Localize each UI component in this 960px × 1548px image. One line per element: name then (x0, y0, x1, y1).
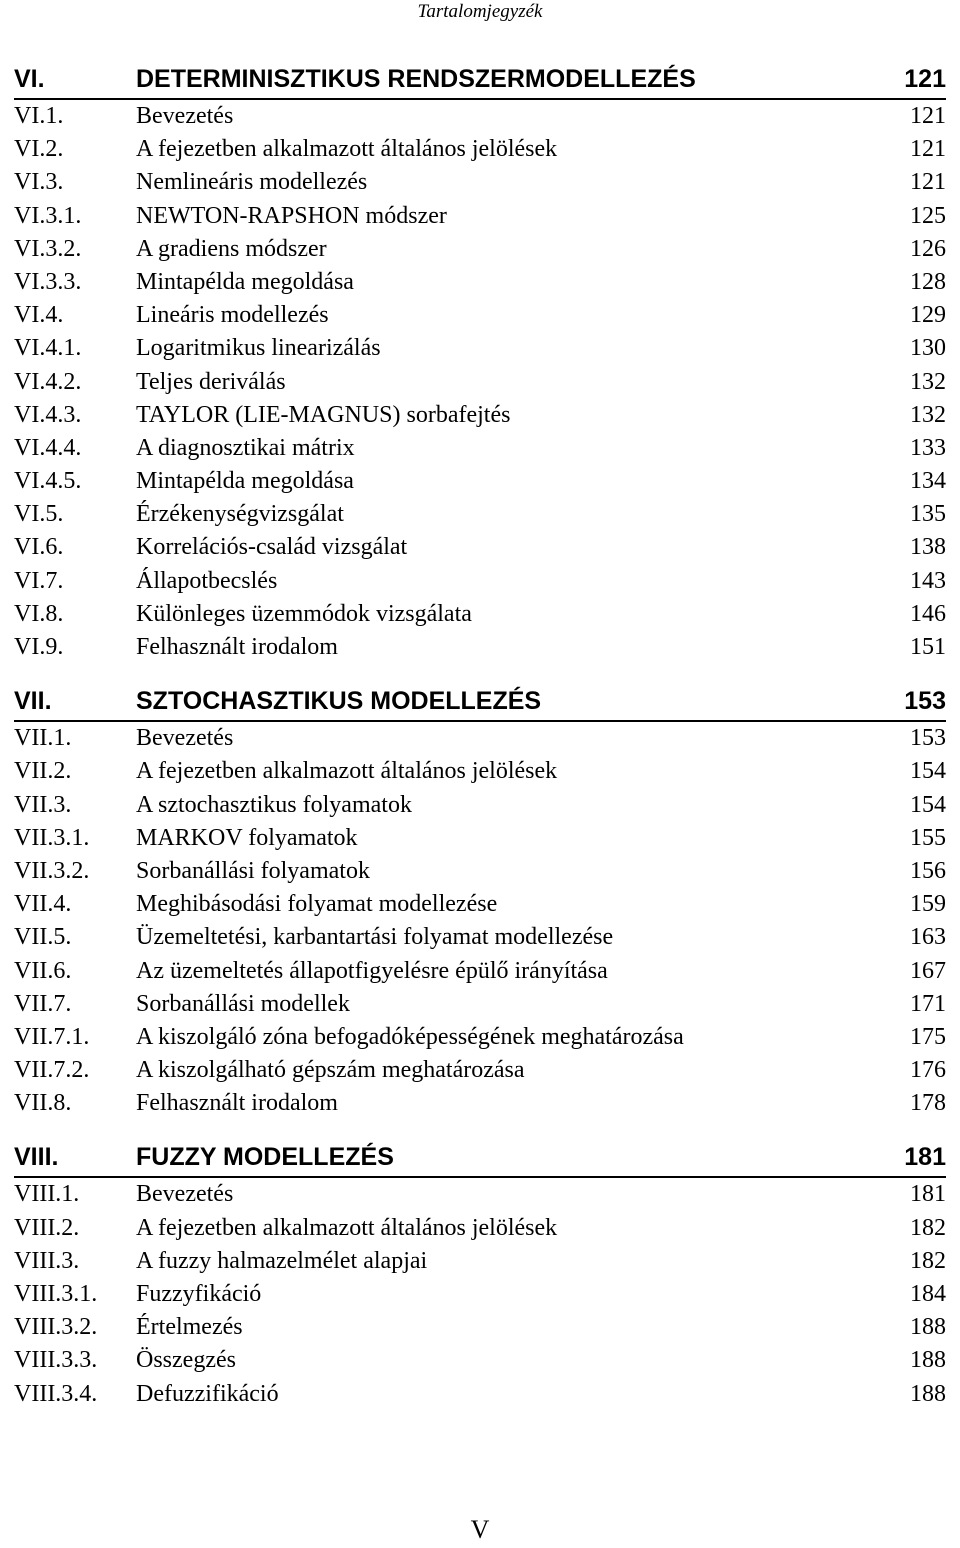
entry-number: VIII.3.4. (14, 1380, 98, 1407)
entry-title: A sztochasztikus folyamatok (136, 791, 412, 818)
entry-page: 182 (910, 1214, 946, 1241)
toc-entry[interactable] (14, 1344, 946, 1377)
entry-title: A fejezetben alkalmazott általános jelölések (136, 136, 558, 163)
entry-page: 143 (910, 567, 946, 594)
entry-number: VII.4. (14, 891, 72, 918)
entry-title: Mintapélda megoldása (136, 468, 354, 495)
toc-entry[interactable] (14, 1054, 946, 1087)
entry-page: 132 (910, 401, 946, 428)
entry-number: VI.9. (14, 634, 64, 660)
toc-entry[interactable] (14, 1245, 946, 1278)
toc-entry[interactable] (14, 755, 946, 788)
entry-title: Értelmezés (136, 1314, 243, 1341)
entry-title: Bevezetés (136, 103, 234, 129)
chapter-heading[interactable] (14, 1138, 946, 1178)
entry-page: 153 (910, 725, 946, 752)
chapter-title: FUZZY MODELLEZÉS (136, 1143, 394, 1172)
toc-entry[interactable] (14, 100, 946, 133)
entry-number: VII.8. (14, 1090, 72, 1117)
entry-page: 130 (910, 335, 946, 362)
entry-title: Sorbanállási folyamatok (136, 857, 370, 884)
entry-page: 175 (910, 1023, 946, 1050)
entry-title: Meghibásodási folyamat modellezése (136, 891, 498, 918)
toc-entry[interactable] (14, 888, 946, 921)
entry-title: Lineáris modellezés (136, 302, 329, 329)
entry-page: 159 (910, 891, 946, 918)
entry-number: VI.4.1. (14, 335, 82, 362)
entry-title: Érzékenységvizsgálat (136, 501, 344, 528)
entry-number: VII.7.2. (14, 1057, 90, 1084)
entry-title: Az üzemeltetés állapotfigyelésre épülő irányítása (136, 957, 608, 984)
entry-title: Üzemeltetési, karbantartási folyamat modellezése (136, 924, 614, 951)
entry-number: VI.6. (14, 534, 64, 561)
chapter-heading[interactable] (14, 60, 946, 100)
entry-page: 188 (910, 1347, 946, 1374)
entry-page: 132 (910, 368, 946, 395)
entry-number: VII.7. (14, 990, 72, 1017)
chapter-number: VI. (14, 65, 45, 93)
chapter-title: DETERMINISZTIKUS RENDSZERMODELLEZÉS (136, 65, 696, 93)
chapter-title: SZTOCHASZTIKUS MODELLEZÉS (136, 687, 542, 716)
entry-number: VI.3.1. (14, 202, 82, 229)
entry-number: VI.4.2. (14, 368, 82, 395)
toc-entry[interactable] (14, 1021, 946, 1054)
entry-number: VI.4.4. (14, 434, 82, 461)
entry-page: 154 (910, 758, 946, 785)
entry-page: 128 (910, 268, 946, 295)
entry-title: A fuzzy halmazelmélet alapjai (136, 1247, 428, 1274)
entry-page: 154 (910, 791, 946, 818)
entry-page: 188 (910, 1314, 946, 1341)
toc-entry[interactable] (14, 432, 946, 465)
entry-title: A kiszolgáló zóna befogadóképességének meghatározása (136, 1023, 684, 1050)
entry-number: VII.1. (14, 725, 72, 752)
entry-number: VII.6. (14, 957, 72, 984)
toc-entry[interactable] (14, 266, 946, 299)
entry-number: VIII.3.1. (14, 1281, 98, 1307)
entry-page: 155 (910, 824, 946, 851)
toc-entry[interactable] (14, 955, 946, 988)
entry-number: VIII.3.2. (14, 1314, 98, 1341)
entry-page: 138 (910, 534, 946, 561)
chapter-number: VII. (14, 687, 52, 716)
entry-title: Sorbanállási modellek (136, 990, 350, 1017)
toc-entry[interactable] (14, 722, 946, 755)
toc-entry[interactable] (14, 565, 946, 598)
entry-title: Defuzzifikáció (136, 1380, 279, 1407)
toc-section (14, 682, 946, 1120)
entry-title: A fejezetben alkalmazott általános jelölések (136, 758, 558, 785)
toc-entry[interactable] (14, 1311, 946, 1344)
toc-entry[interactable] (14, 921, 946, 954)
toc-entry[interactable] (14, 399, 946, 432)
entry-page: 126 (910, 235, 946, 262)
entry-number: VII.3. (14, 791, 72, 818)
entry-page: 129 (910, 302, 946, 329)
toc-entry[interactable] (14, 332, 946, 365)
entry-page: 156 (910, 857, 946, 884)
entry-page: 134 (910, 468, 946, 495)
entry-number: VI.3. (14, 169, 64, 196)
entry-number: VI.8. (14, 600, 64, 627)
entry-number: VII.3.2. (14, 857, 90, 884)
entry-title: TAYLOR (LIE-MAGNUS) sorbafejtés (136, 401, 511, 428)
entry-title: NEWTON-RAPSHON módszer (136, 202, 447, 229)
entry-page: 163 (910, 924, 946, 951)
entry-title: A fejezetben alkalmazott általános jelölések (136, 1214, 558, 1241)
entry-number: VI.4.5. (14, 468, 82, 495)
toc-entry[interactable] (14, 1278, 946, 1311)
entry-number: VII.7.1. (14, 1023, 90, 1050)
entry-page: 133 (910, 434, 946, 461)
chapter-page: 153 (904, 687, 946, 716)
entry-page: 146 (910, 600, 946, 627)
toc-entry[interactable] (14, 789, 946, 822)
entry-page: 135 (910, 501, 946, 528)
toc-entry[interactable] (14, 299, 946, 332)
toc-entry[interactable] (14, 531, 946, 564)
entry-title: A gradiens módszer (136, 235, 327, 262)
entry-number: VII.2. (14, 758, 72, 785)
entry-page: 184 (910, 1281, 946, 1307)
entry-title: Felhasznált irodalom (136, 634, 338, 660)
entry-title: Bevezetés (136, 1181, 234, 1208)
entry-page: 125 (910, 202, 946, 229)
toc-entry[interactable] (14, 1378, 946, 1411)
chapter-heading[interactable] (14, 682, 946, 722)
entry-title: A kiszolgálható gépszám meghatározása (136, 1057, 525, 1084)
entry-title: Felhasznált irodalom (136, 1090, 338, 1117)
toc-entry[interactable] (14, 1212, 946, 1245)
entry-page: 121 (910, 103, 946, 129)
entry-title: A diagnosztikai mátrix (136, 434, 355, 461)
toc-entry[interactable] (14, 1178, 946, 1211)
toc-entry[interactable] (14, 465, 946, 498)
chapter-number: VIII. (14, 1143, 59, 1172)
entry-page: 182 (910, 1247, 946, 1274)
entry-number: VI.1. (14, 103, 64, 129)
chapter-page: 181 (904, 1143, 946, 1172)
entry-number: VIII.1. (14, 1181, 80, 1208)
entry-title: Logaritmikus linearizálás (136, 335, 381, 362)
entry-number: VI.5. (14, 501, 64, 528)
toc-entry[interactable] (14, 631, 946, 664)
chapter-page: 121 (904, 65, 946, 93)
entry-title: Bevezetés (136, 725, 234, 752)
entry-page: 178 (910, 1090, 946, 1117)
entry-number: VII.5. (14, 924, 72, 951)
toc-section (14, 60, 946, 664)
entry-number: VI.4. (14, 302, 64, 329)
toc-entry[interactable] (14, 822, 946, 855)
entry-title: Állapotbecslés (136, 567, 278, 594)
toc-entry[interactable] (14, 498, 946, 531)
entry-page: 188 (910, 1380, 946, 1407)
entry-title: Teljes deriválás (136, 368, 286, 395)
entry-title: Különleges üzemmódok vizsgálata (136, 600, 472, 627)
toc-entry[interactable] (14, 855, 946, 888)
toc-entry[interactable] (14, 200, 946, 233)
entry-page: 121 (910, 169, 946, 196)
entry-number: VII.3.1. (14, 824, 90, 851)
entry-title: MARKOV folyamatok (136, 824, 358, 851)
toc-entry[interactable] (14, 598, 946, 631)
page-number: V (470, 1515, 490, 1544)
entry-title: Fuzzyfikáció (136, 1281, 262, 1307)
entry-number: VIII.3. (14, 1247, 80, 1274)
entry-number: VIII.3.3. (14, 1347, 98, 1374)
entry-number: VI.4.3. (14, 401, 82, 428)
toc-entry[interactable] (14, 988, 946, 1021)
entry-page: 176 (910, 1057, 946, 1084)
entry-title: Nemlineáris modellezés (136, 169, 368, 196)
entry-title: Mintapélda megoldása (136, 268, 354, 295)
toc-entry[interactable] (14, 133, 946, 166)
toc-entry[interactable] (14, 1087, 946, 1120)
entry-title: Korrelációs-család vizsgálat (136, 534, 408, 561)
entry-page: 121 (910, 136, 946, 163)
entry-number: VI.7. (14, 567, 64, 594)
entry-page: 171 (910, 990, 946, 1017)
table-of-contents (14, 60, 946, 1429)
entry-title: Összegzés (136, 1347, 236, 1374)
entry-page: 167 (910, 957, 946, 984)
running-header: Tartalomjegyzék (417, 1, 543, 22)
toc-entry[interactable] (14, 233, 946, 266)
entry-number: VI.2. (14, 136, 64, 163)
toc-section (14, 1138, 946, 1410)
entry-number: VI.3.2. (14, 235, 82, 262)
entry-number: VIII.2. (14, 1214, 80, 1241)
toc-entry[interactable] (14, 366, 946, 399)
entry-page: 151 (910, 634, 946, 660)
entry-number: VI.3.3. (14, 268, 82, 295)
entry-page: 181 (910, 1181, 946, 1208)
toc-entry[interactable] (14, 166, 946, 199)
